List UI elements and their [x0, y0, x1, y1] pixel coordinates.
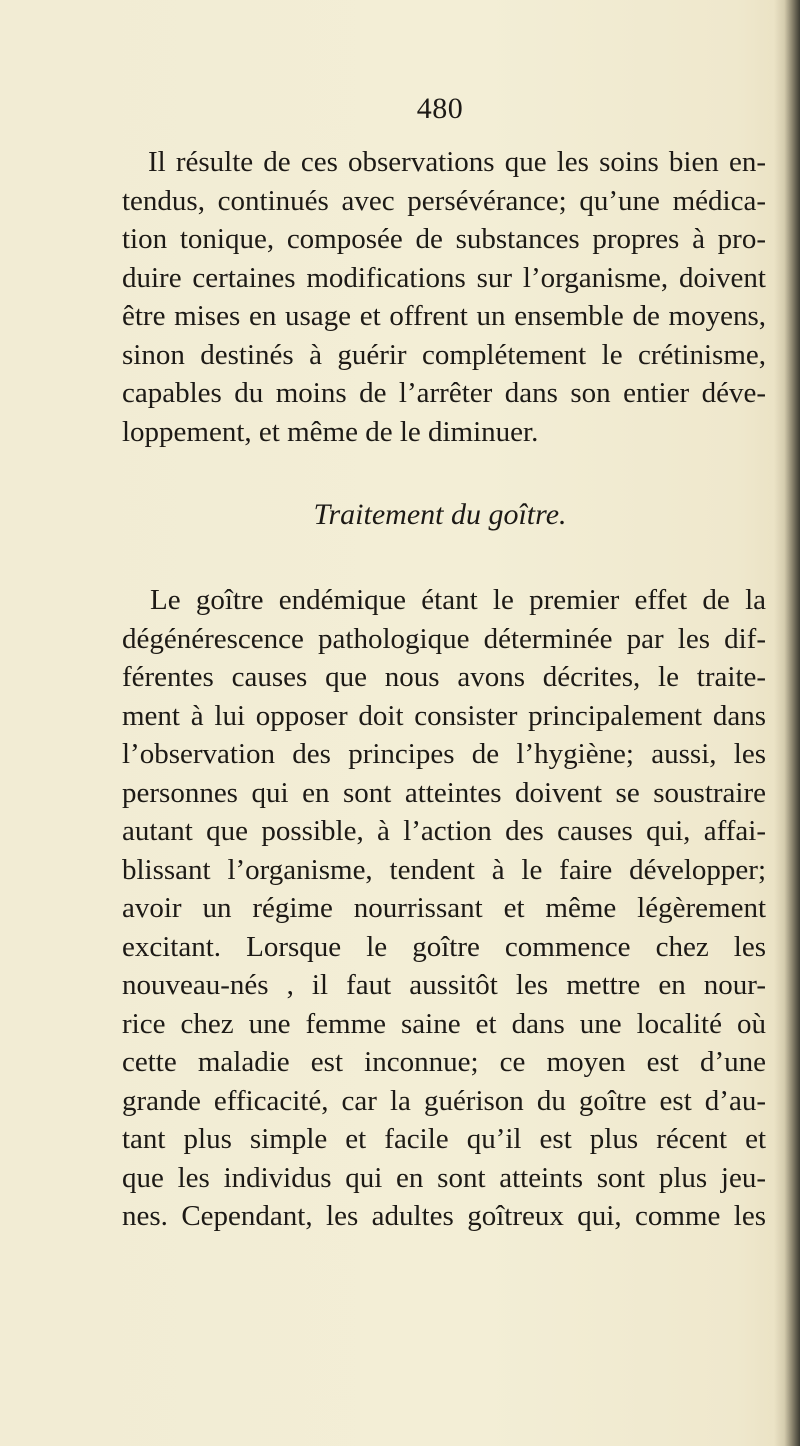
text-line: ment à lui opposer doit consister principalement dans: [122, 699, 766, 732]
section-heading: Traitement du goître.: [313, 498, 567, 531]
page-edge-shadow: [774, 0, 800, 1446]
text-line: cette maladie est inconnue; ce moyen est d’une: [122, 1046, 766, 1078]
text-line: autant que possible, à l’action des causes qui, affai-: [122, 815, 766, 847]
text-line: duire certaines modifications sur l’organisme, doivent: [122, 261, 766, 294]
text-line: tion tonique, composée de substances propres à pro-: [122, 223, 766, 255]
text-line: férentes causes que nous avons décrites, le traite-: [122, 661, 766, 693]
text-line: excitant. Lorsque le goître commence chez les: [122, 930, 766, 963]
text-line: nes. Cependant, les adultes goîtreux qui, comme les: [122, 1200, 766, 1232]
text-line: grande efficacité, car la guérison du goître est d’au-: [122, 1084, 766, 1117]
text-line: tant plus simple et facile qu’il est plus récent et: [122, 1123, 766, 1155]
text-line: avoir un régime nourrissant et même légèrement: [122, 892, 766, 924]
text-line: personnes qui en sont atteintes doivent se soustraire: [122, 776, 766, 809]
text-line: loppement, et même de le diminuer.: [122, 415, 539, 448]
text-line: nouveau-nés , il faut aussitôt les mettre en nour-: [122, 969, 766, 1001]
text-line: rice chez une femme saine et dans une localité où: [122, 1007, 766, 1040]
text-line: capables du moins de l’arrêter dans son entier déve-: [122, 377, 766, 409]
text-line: que les individus qui en sont atteints sont plus jeu-: [122, 1161, 766, 1194]
text-line: tendus, continués avec persévérance; qu’une médica-: [122, 184, 766, 217]
text-line: Il résulte de ces observations que les soins bien en-: [148, 146, 766, 178]
paragraph-2-text: [122, 385, 766, 424]
text-line: sinon destinés à guérir complétement le crétinisme,: [122, 338, 766, 371]
text-line: dégénérescence pathologique déterminée par les dif-: [122, 622, 766, 655]
text-line: être mises en usage et offrent un ensemble de moyens,: [122, 300, 766, 332]
text-line: blissant l’organisme, tendent à le faire développer;: [122, 853, 766, 886]
text-line: Le goître endémique étant le premier effet de la: [150, 584, 766, 616]
page-number: 480: [416, 92, 464, 125]
paragraph-2-lines: [122, 581, 766, 1236]
text-line: l’observation des principes de l’hygiène; aussi, les: [122, 738, 766, 770]
